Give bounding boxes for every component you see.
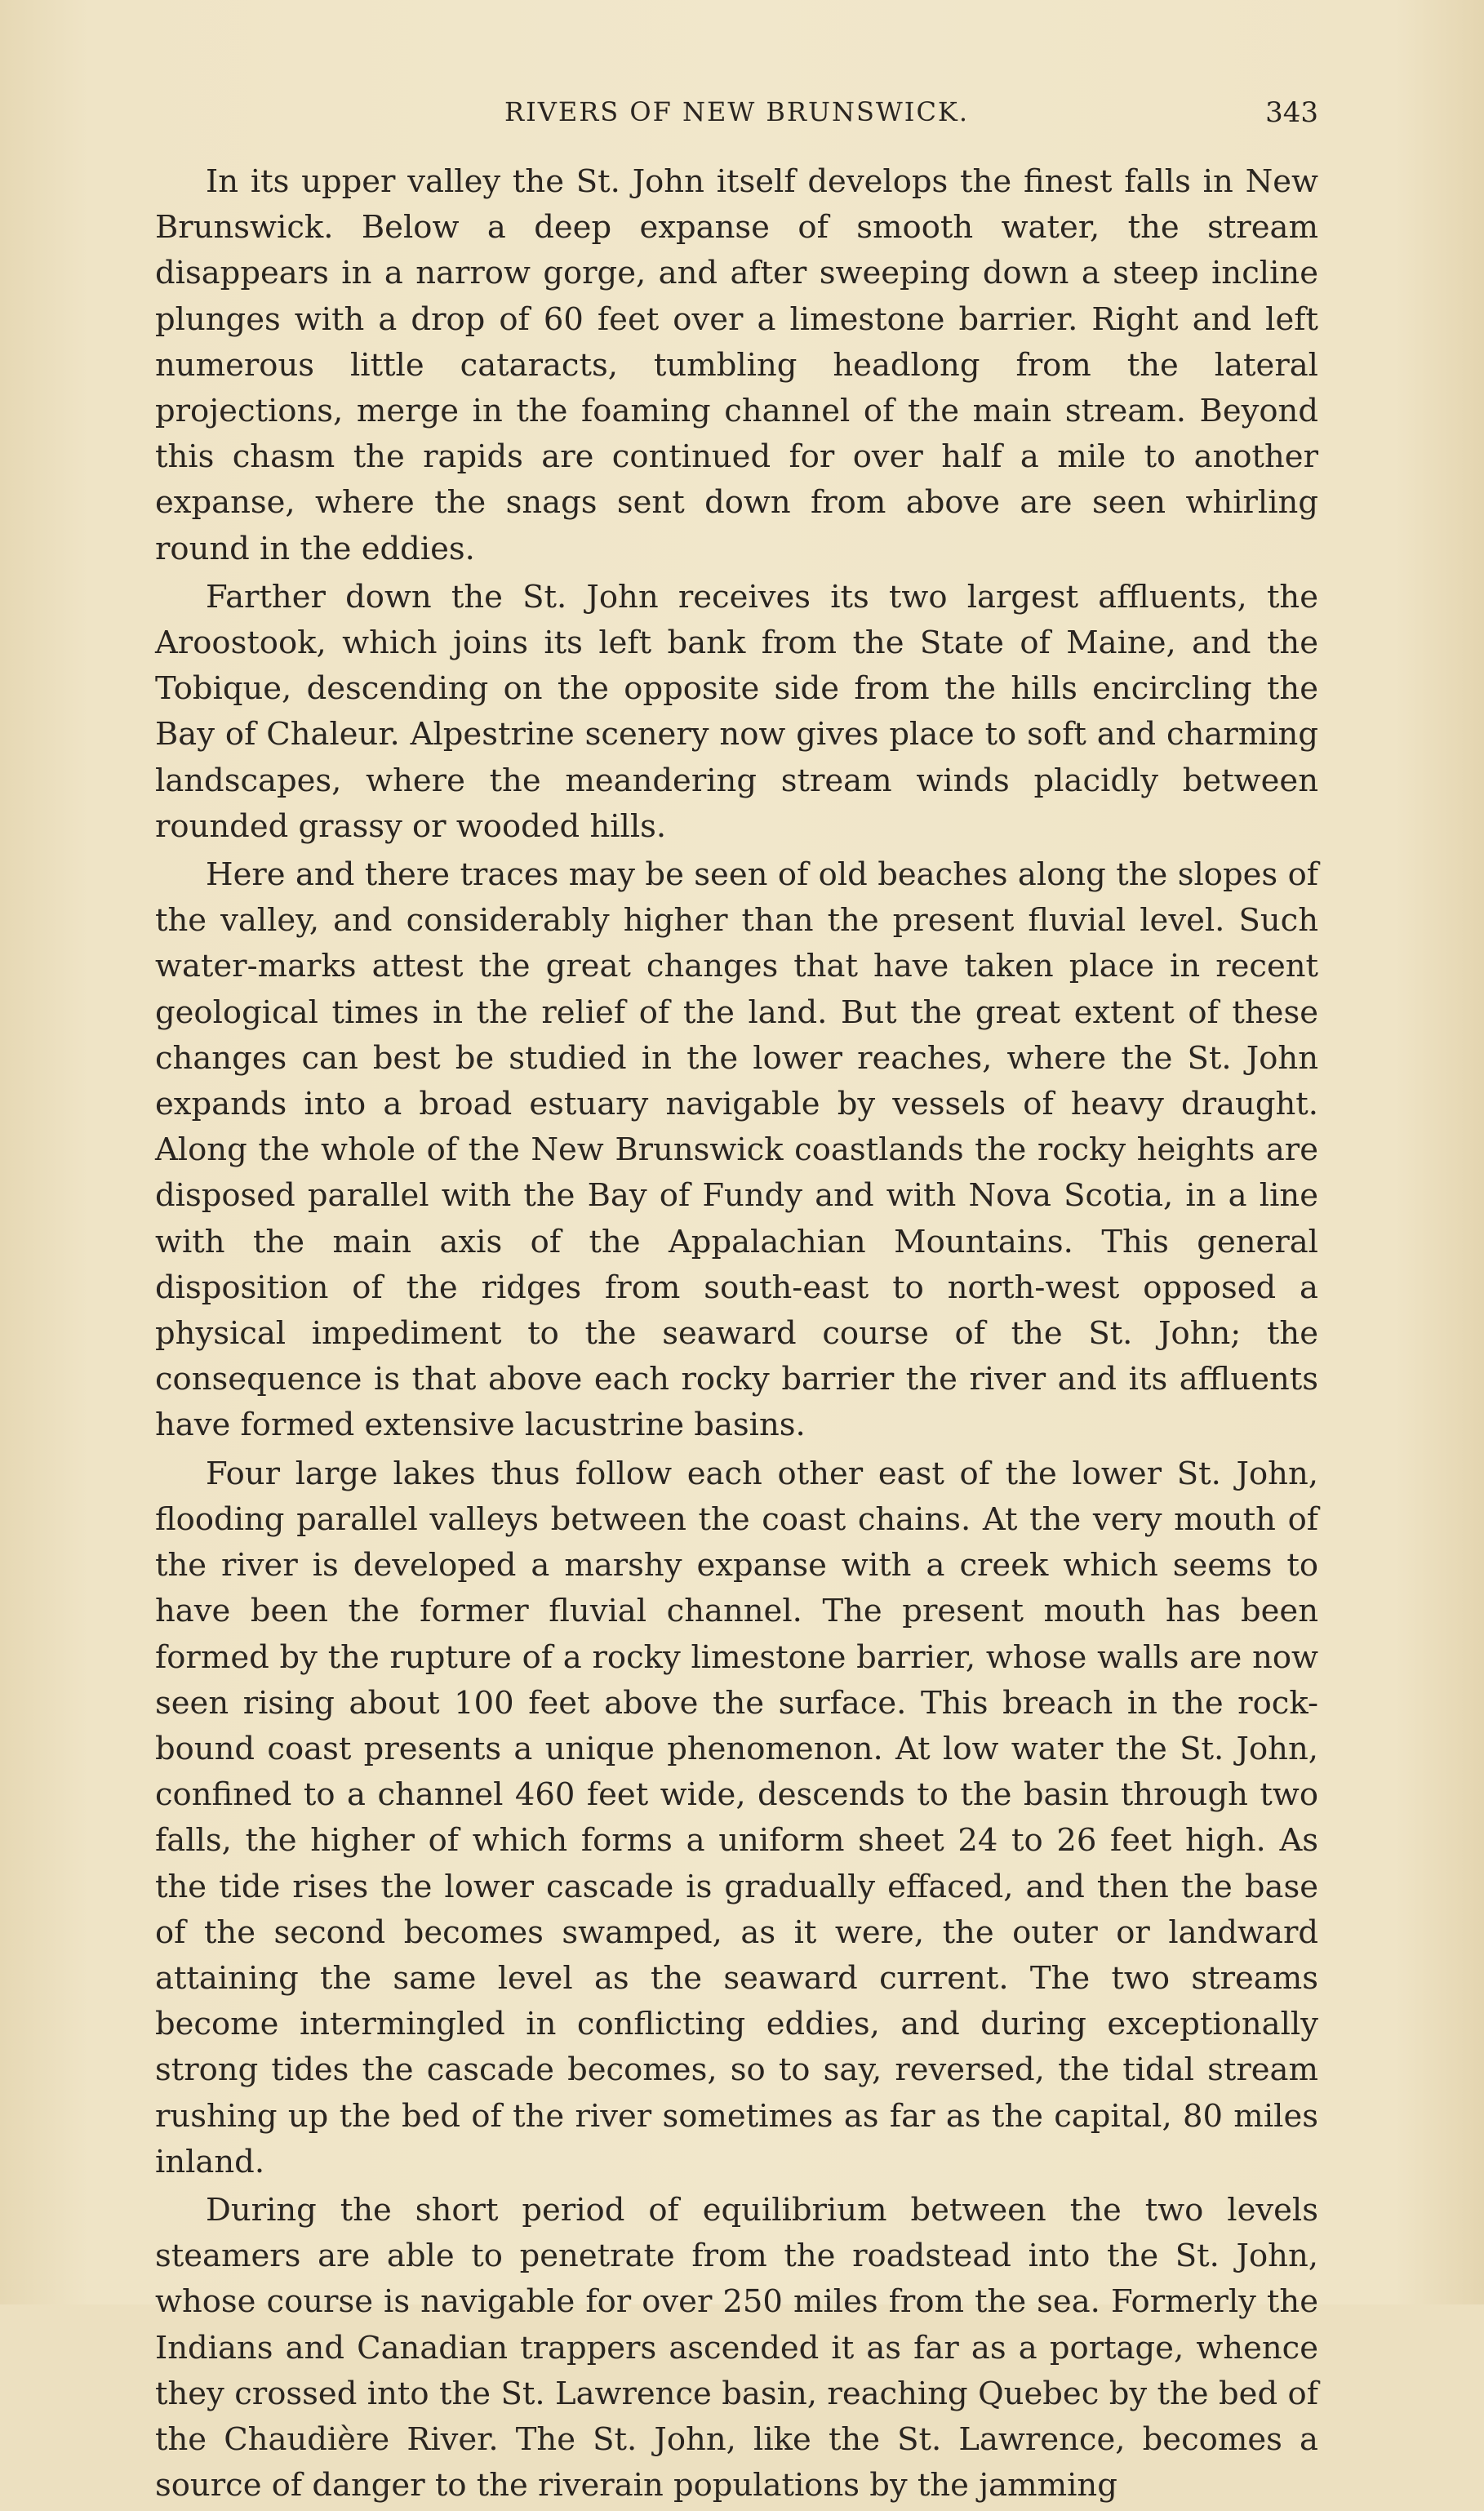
page-number: 343 [1265, 96, 1318, 129]
paragraph-navigation: During the short period of equilibrium between the two levels steamers are able to penetrate from the roadstead into the St. John, whose course is navigable for over 250 miles from the sea. Formerly the Indians and Canadian trappers ascended it as far as a portage, whence they crossed into the St. Lawrence basin, reaching Quebec by the bed of the Chaudière River. The St. John, like the St. Lawrence, becomes a source of danger to the riverain populations by the jamming [155, 2191, 1318, 2504]
paragraph-upper-valley-falls: In its upper valley the St. John itself develops the finest falls in New Brunswick. Below a deep expanse of smooth water, the stream disappears in a narrow gorge, and after sweeping down a steep incline plunges with a drop of 60 feet over a limestone barrier. Right and left numerous little cataracts, tumbling headlong from the lateral projections, merge in the foaming channel of the main stream. Beyond this chasm the rapids are continued for over half a mile to another expanse, where the snags sent down from above are seen whirling round in the eddies. [155, 163, 1318, 567]
running-title: RIVERS OF NEW BRUNSWICK. [504, 96, 969, 127]
paragraph-affluents: Farther down the St. John receives its two largest affluents, the Aroostook, which joins its left bank from the State of Maine, and the Tobique, descending on the opposite side from the hills encircling the Bay of Chaleur. Alpestrine scenery now gives place to soft and charming landscapes, where the meandering stream winds placidly between rounded grassy or wooded hills. [155, 578, 1318, 845]
body-text [155, 159, 1318, 2511]
paragraph-old-beaches: Here and there traces may be seen of old beaches along the slopes of the valley, and considerably higher than the present fluvial level. Such water-marks attest the great changes that have taken place in recent geological times in the relief of the land. But the great extent of these changes can best be studied in the lower reaches, where the St. John expands into a broad estuary navigable by vessels of heavy draught. Along the whole of the New Brunswick coastlands the rocky heights are disposed parallel with the Bay of Fundy and with Nova Scotia, in a line with the main axis of the Appalachian Mountains. This general disposition of the ridges from south-east to north-west opposed a physical impediment to the seaward course of the St. John; the consequence is that above each rocky barrier the river and its affluents have formed extensive lacustrine basins. [155, 856, 1318, 1444]
paragraph-lakes-and-mouth: Four large lakes thus follow each other east of the lower St. John, flooding parallel valleys between the coast chains. At the very mouth of the river is developed a marshy expanse with a creek which seems to have been the former fluvial channel. The present mouth has been formed by the rupture of a rocky limestone barrier, whose walls are now seen rising about 100 feet above the surface. This breach in the rock-bound coast presents a unique phenomenon. At low water the St. John, confined to a channel 460 feet wide, descends to the basin through two falls, the higher of which forms a uniform sheet 24 to 26 feet high. As the tide rises the lower cascade is gradually effaced, and then the base of the second becomes swamped, as it were, the outer or landward attaining the same level as the seaward current. The two streams become intermingled in conflicting eddies, and during exceptionally strong tides the cascade becomes, so to say, reversed, the tidal stream rushing up the bed of the river sometimes as far as the capital, 80 miles inland. [155, 1455, 1318, 2180]
running-head [155, 96, 1318, 137]
